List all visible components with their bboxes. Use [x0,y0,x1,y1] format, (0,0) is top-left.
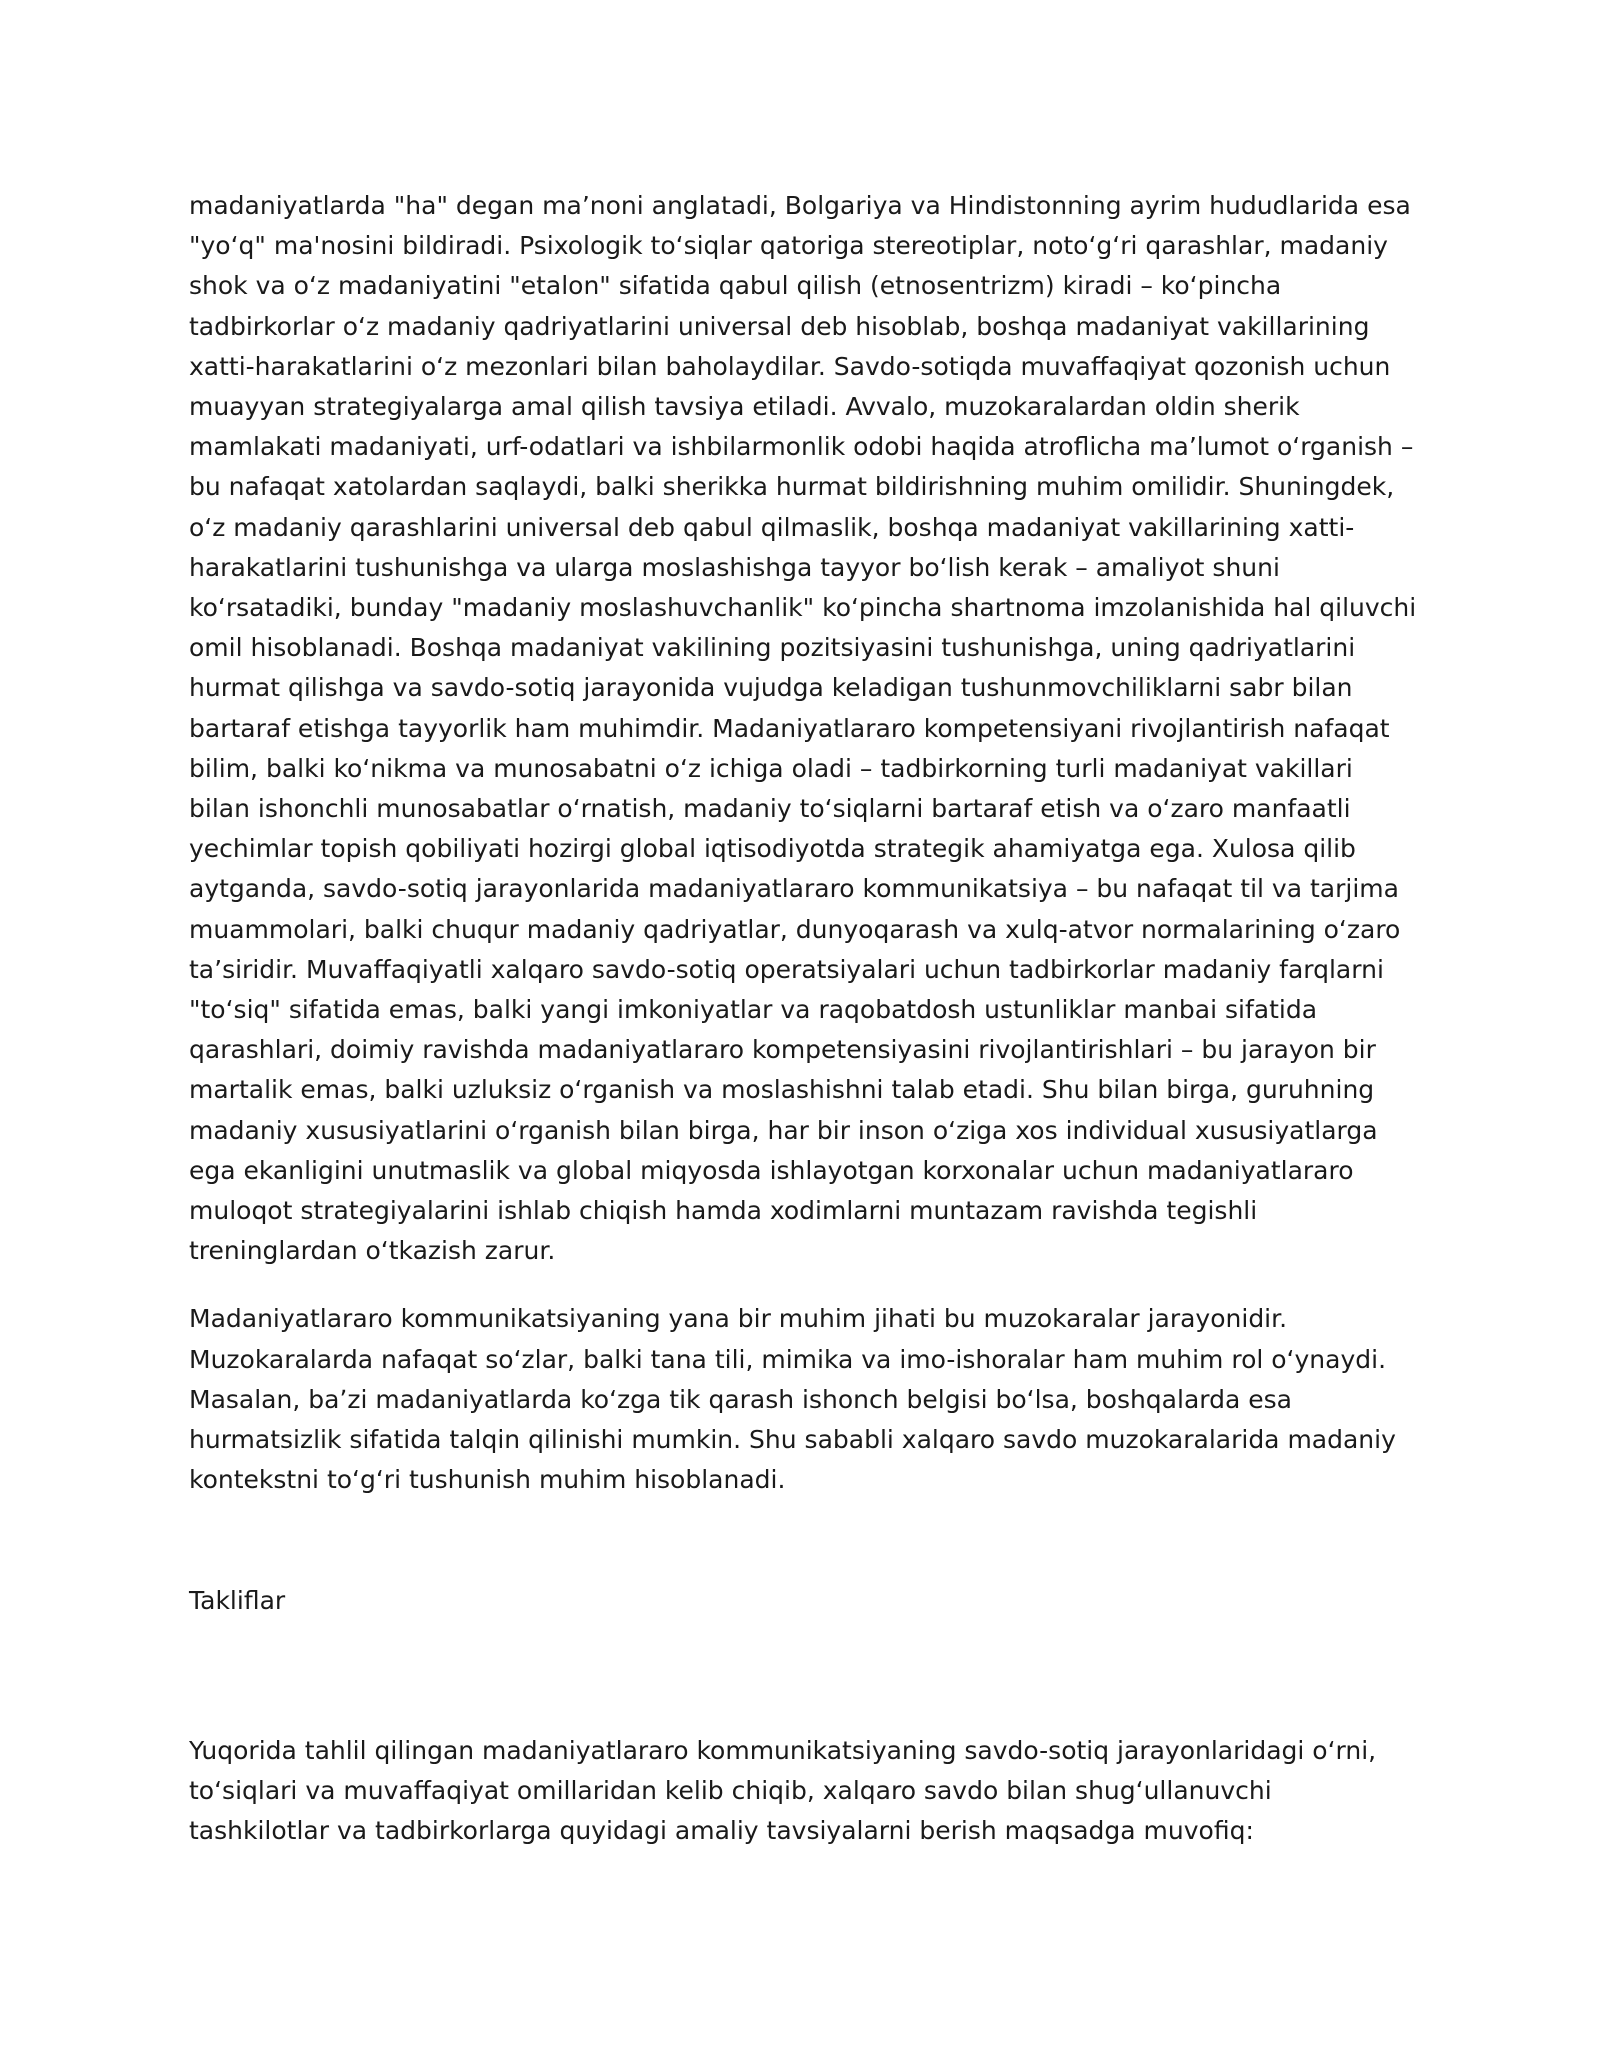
closing-paragraph: Yuqorida tahlil qilingan madaniyatlararo kommunikatsiyaning savdo-sotiq jarayonlaridagi oʻrni, toʻsiqlari va muvaffaqiyat omillaridan kelib chiqib, xalqaro savdo bilan shugʻullanuvchi tashkilotlar va tadbirkorlarga quyidagi amaliy tavsiyalarni berish maqsadga muvofiq: [189,1735,1377,1846]
document-body [189,186,1419,1851]
body-paragraph-2: Madaniyatlararo kommunikatsiyaning yana bir muhim jihati bu muzokaralar jarayonidir. Muzokaralarda nafaqat soʻzlar, balki tana tili, mimika va imo-ishoralar ham muhim rol oʻynaydi. Masalan, baʼzi madaniyatlarda koʻzga tik qarash ishonch belgisi boʻlsa, boshqalarda esa hurmatsizlik sifatida talqin qilinishi mumkin. Shu sababli xalqaro savdo muzokaralarida madaniy kontekstni toʻgʻri tushunish muhim hisoblanadi. [189,1304,1396,1495]
section-heading: Takliflar [189,1585,286,1615]
body-paragraph-1: madaniyatlarda "ha" degan ma’noni anglatadi, Bolgariya va Hindistonning ayrim hududlarida esa "yoʻq" ma'nosini bildiradi. Psixologik toʻsiqlar qatoriga stereotiplar, notoʻgʻri qarashlar, madaniy shok va oʻz madaniyatini "etalon" sifatida qabul qilish (etnosentrizm) kiradi – koʻpincha tadbirkorlar oʻz madaniy qadriyatlarini universal deb hisoblab, boshqa madaniyat vakillarining xatti-harakatlarini oʻz mezonlari bilan baholaydilar. Savdo-sotiqda muvaffaqiyat qozonish uchun muayyan strategiyalarga amal qilish tavsiya etiladi. Avvalo, muzokaralardan oldin sherik mamlakati madaniyati, urf-odatlari va ishbilarmonlik odobi haqida atroflicha ma’lumot oʻrganish – bu nafaqat xatolardan saqlaydi, balki sherikka hurmat bildirishning muhim omilidir. Shuningdek, oʻz madaniy qarashlarini universal deb qabul qilmaslik, boshqa madaniyat vakillarining xatti-harakatlarini tushunishga va ularga moslashishga tayyor boʻlish kerak – amaliyot shuni koʻrsatadiki, bunday "madaniy moslashuvchanlik" koʻpincha shartnoma imzolanishida hal qiluvchi omil hisoblanadi. Boshqa madaniyat vakilining pozitsiyasini tushunishga, uning qadriyatlarini hurmat qilishga va savdo-sotiq jarayonida vujudga keladigan tushunmovchiliklarni sabr bilan bartaraf etishga tayyorlik ham muhimdir. Madaniyatlararo kompetensiyani rivojlantirish nafaqat bilim, balki koʻnikma va munosabatni oʻz ichiga oladi – tadbirkorning turli madaniyat vakillari bilan ishonchli munosabatlar oʻrnatish, madaniy toʻsiqlarni bartaraf etish va oʻzaro manfaatli yechimlar topish qobiliyati hozirgi global iqtisodiyotda strategik ahamiyatga ega. Xulosa qilib aytganda, savdo-sotiq jarayonlarida madaniyatlararo kommunikatsiya – bu nafaqat til va tarjima muammolari, balki chuqur madaniy qadriyatlar, dunyoqarash va xulq-atvor normalarining oʻzaro ta’siridir. Muvaffaqiyatli xalqaro savdo-sotiq operatsiyalari uchun tadbirkorlar madaniy farqlarni "toʻsiq" sifatida emas, balki yangi imkoniyatlar va raqobatdosh ustunliklar manbai sifatida qarashlari, doimiy ravishda madaniyatlararo kompetensiyasini rivojlantirishlari – bu jarayon bir martalik emas, balki uzluksiz oʻrganish va moslashishni talab etadi. Shu bilan birga, guruhning madaniy xususiyatlarini oʻrganish bilan birga, har bir inson oʻziga xos individual xususiyatlarga ega ekanligini unutmaslik va global miqyosda ishlayotgan korxonalar uchun madaniyatlararo muloqot strategiyalarini ishlab chiqish hamda xodimlarni muntazam ravishda tegishli treninglardan oʻtkazish zarur. [189,191,1417,1266]
